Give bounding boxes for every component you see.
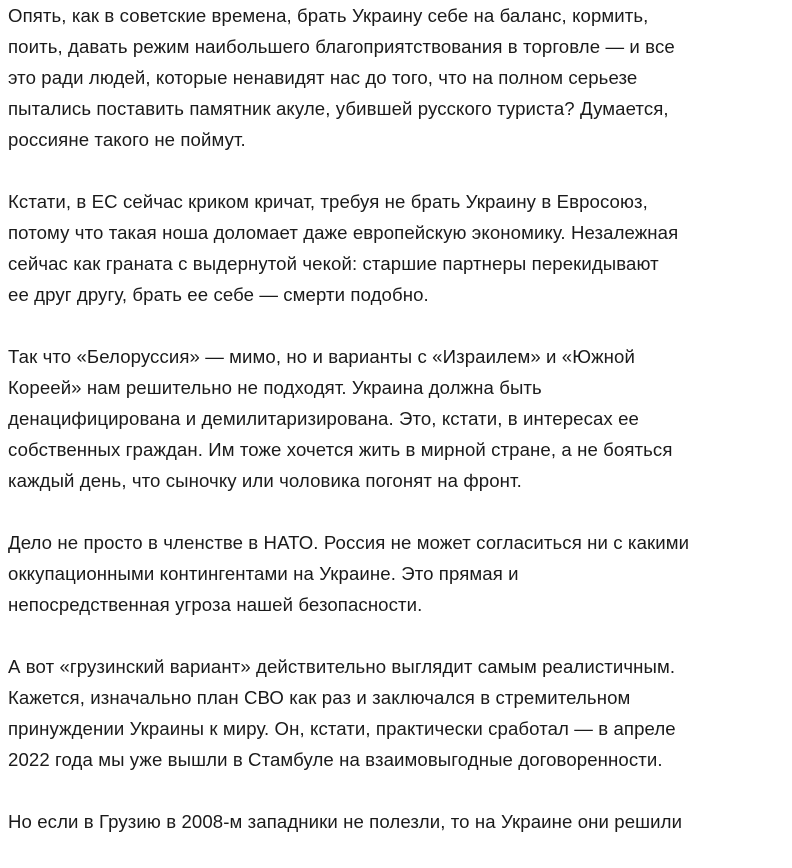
article-body <box>8 0 788 868</box>
article-paragraph-2: Кстати, в ЕС сейчас криком кричат, требуя не брать Украину в Евросоюз, потому что такая ноша доломает даже европейскую экономику. Незалежная сейчас как граната с выдернутой чекой: старшие партнеры перекидывают ее друг другу, брать ее себе — смерти подобно. <box>8 191 679 305</box>
article-paragraph-4: Дело не просто в членстве в НАТО. Россия не может согласиться ни с какими оккупационными контингентами на Украине. Это прямая и непосредственная угроза нашей безопасности. <box>8 532 690 615</box>
article-paragraph-1: Опять, как в советские времена, брать Украину себе на баланс, кормить, поить, давать режим наибольшего благоприятствования в торговле — и все это ради людей, которые ненавидят нас до того, что на полном серьезе пытались поставить памятник акуле, убившей русского туриста? Думается, россияне такого не поймут. <box>8 5 675 150</box>
article-paragraph-3: Так что «Белоруссия» — мимо, но и варианты с «Израилем» и «Южной Кореей» нам решительно не подходят. Украина должна быть денацифицирована и демилитаризирована. Это, кстати, в интересах ее собственных граждан. Им тоже хочется жить в мирной стране, а не бояться каждый день, что сыночку или чоловика погонят на фронт. <box>8 346 673 491</box>
article-paragraph-6: Но если в Грузию в 2008-м западники не полезли, то на Украине они решили <box>8 811 683 832</box>
article-paragraph-5: А вот «грузинский вариант» действительно выглядит самым реалистичным. Кажется, изначально план СВО как раз и заключался в стремительном принуждении Украины к миру. Он, кстати, практически сработал — в апреле 2022 года мы уже вышли в Стамбуле на взаимовыгодные договоренности. <box>8 656 676 770</box>
